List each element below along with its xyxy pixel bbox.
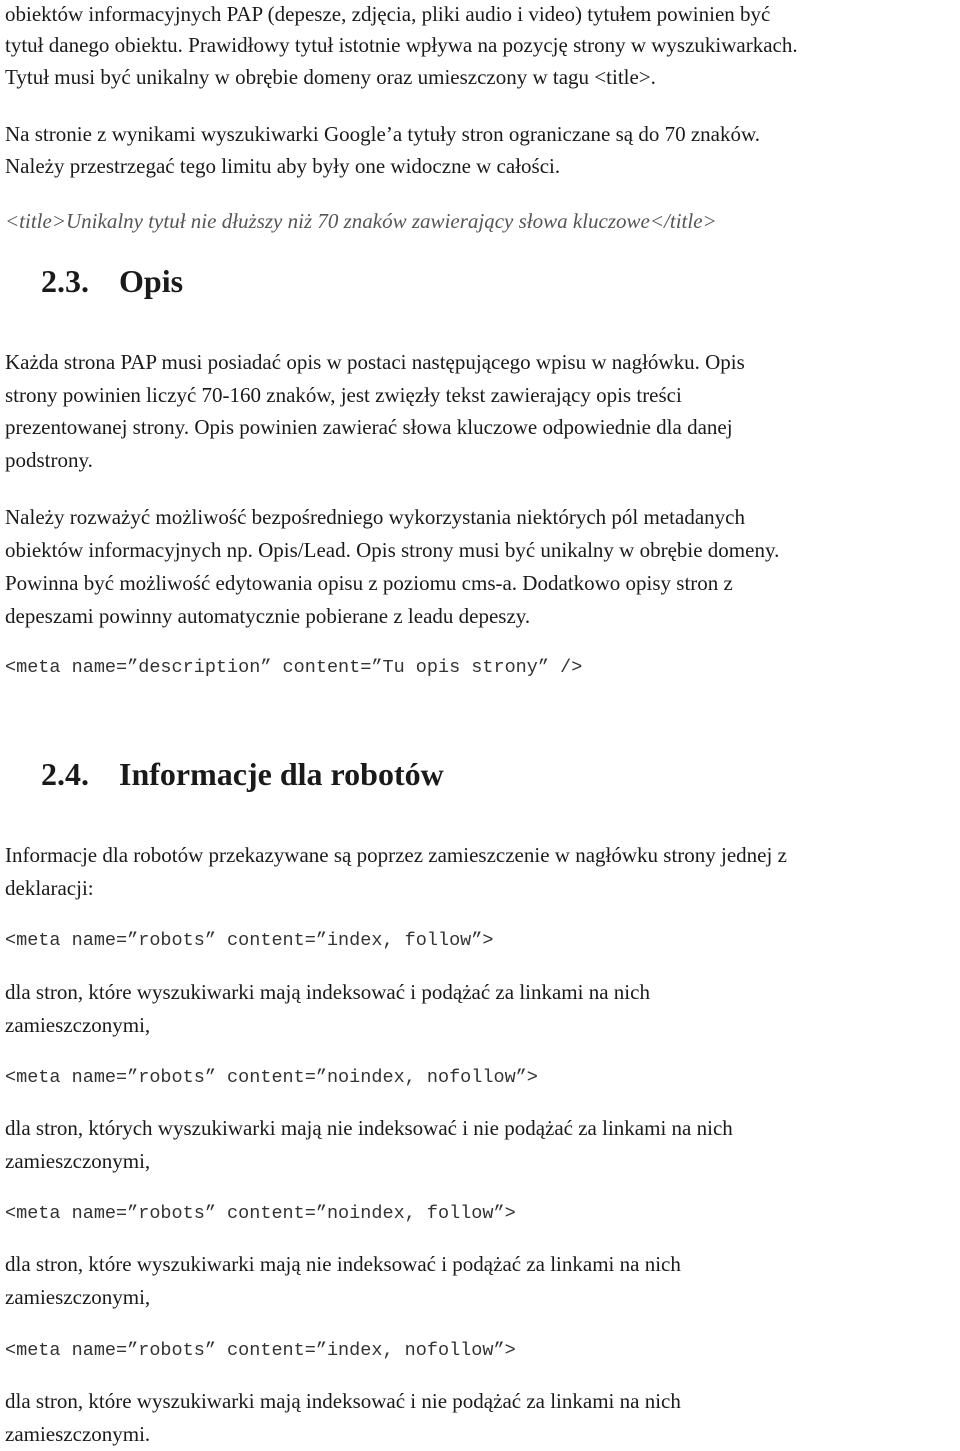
section-title: Informacje dla robotów [119,756,444,792]
intro-line-4: Na stronie z wynikami wyszukiwarki Google’a tytuły stron ograniczane są do 70 znaków. [5,122,761,146]
robots-code-4: <meta name=”robots” content=”index, nofollow”> [5,1340,516,1361]
robots-desc-3-line-2: zamieszczonymi, [5,1285,151,1309]
robots-code-2: <meta name=”robots” content=”noindex, nofollow”> [5,1067,538,1088]
section-number: 2.4. [41,756,89,792]
robots-desc-1-line-2: zamieszczonymi, [5,1013,151,1037]
opis-para2-line-3: Powinna być możliwość edytowania opisu z poziomu cms-a. Dodatkowo opisy stron z [5,571,733,595]
opis-para2-line-1: Należy rozważyć możliwość bezpośredniego wykorzystania niektórych pól metadanych [5,505,745,529]
intro-line-2: tytuł danego obiektu. Prawidłowy tytuł istotnie wpływa na pozycję strony w wyszukiwarkach. [5,33,798,57]
opis-para1-line-1: Każda strona PAP musi posiadać opis w postaci następującego wpisu w nagłówku. Opis [5,350,745,374]
robots-desc-2-line-1: dla stron, których wyszukiwarki mają nie indeksować i nie podążać za linkami na nich [5,1116,733,1140]
section-heading-roboty [5,754,444,794]
opis-para1-line-3: prezentowanej strony. Opis powinien zawierać słowa kluczowe odpowiednie dla danej [5,415,733,439]
robots-desc-3-line-1: dla stron, które wyszukiwarki mają nie indeksować i podążać za linkami na nich [5,1252,681,1276]
opis-para2-line-2: obiektów informacyjnych np. Opis/Lead. Opis strony musi być unikalny w obrębie domeny. [5,538,780,562]
robots-desc-2-line-2: zamieszczonymi, [5,1149,151,1173]
section-title: Opis [119,263,184,299]
opis-para2-line-4: depeszami powinny automatycznie pobierane z leadu depeszy. [5,604,531,628]
robots-desc-4-line-1: dla stron, które wyszukiwarki mają indeksować i nie podążać za linkami na nich [5,1389,681,1413]
intro-line-3: Tytuł musi być unikalny w obrębie domeny oraz umieszczony w tagu <title>. [5,65,656,89]
opis-para1-line-2: strony powinien liczyć 70-160 znaków, jest zwięzły tekst zawierający opis treści [5,383,682,407]
intro-line-5: Należy przestrzegać tego limitu aby były one widoczne w całości. [5,154,561,178]
intro-line-1: obiektów informacyjnych PAP (depesze, zdjęcia, pliki audio i video) tytułem powinien być [5,2,771,26]
robots-desc-1-line-1: dla stron, które wyszukiwarki mają indeksować i podążać za linkami na nich [5,980,650,1004]
robots-desc-4-line-2: zamieszczonymi. [5,1422,151,1446]
roboty-intro-line-1: Informacje dla robotów przekazywane są poprzez zamieszczenie w nagłówku strony jednej z [5,843,787,867]
robots-code-1: <meta name=”robots” content=”index, follow”> [5,930,494,951]
opis-para1-line-4: podstrony. [5,448,93,472]
roboty-intro-line-2: deklaracji: [5,876,94,900]
section-heading-opis [5,261,183,301]
title-tag-example: <title>Unikalny tytuł nie dłuższy niż 70 znaków zawierający słowa kluczowe</title> [5,209,717,233]
robots-code-3: <meta name=”robots” content=”noindex, follow”> [5,1203,516,1224]
meta-description-code: <meta name=”description” content=”Tu opis strony” /> [5,657,583,678]
section-number: 2.3. [41,263,89,299]
